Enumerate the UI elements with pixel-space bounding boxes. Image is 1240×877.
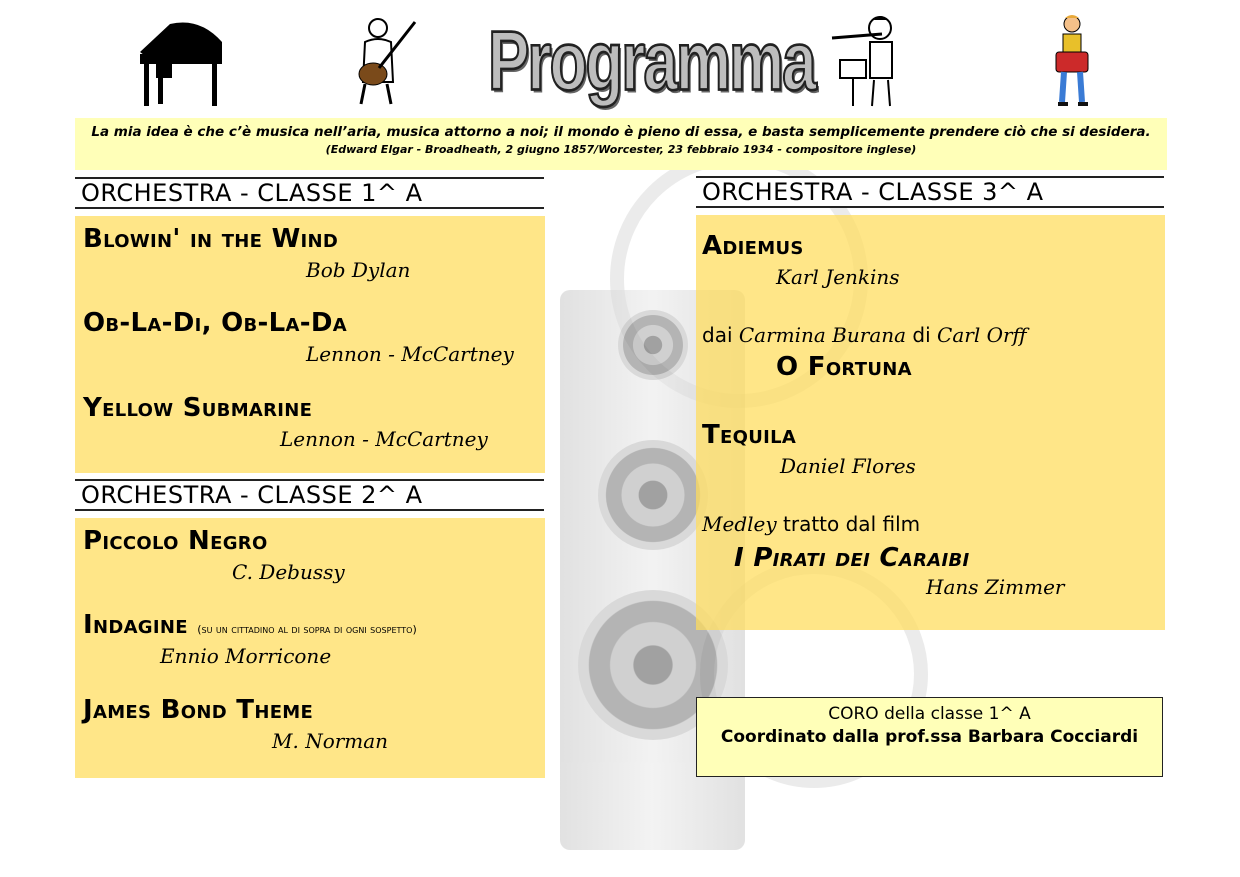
piece-title: Ob-La-Di, Ob-La-Da: [83, 308, 347, 338]
section-heading-classe-1: ORCHESTRA - CLASSE 1^ A: [75, 177, 544, 209]
medley-line: [702, 512, 920, 536]
piece-title: Blowin' in the Wind: [83, 224, 339, 254]
piece-author: Lennon - McCartney: [280, 427, 488, 451]
piece-title: Indagine: [83, 610, 188, 640]
medley-label: Medley: [702, 512, 777, 536]
medley-description: tratto dal film: [783, 512, 921, 536]
guitar-player-icon: [345, 12, 420, 107]
text-prefix: dai: [702, 323, 733, 347]
piece-title: O Fortuna: [776, 352, 912, 382]
quote-box: [75, 118, 1167, 170]
coro-title: CORO della classe 1^ A: [828, 704, 1031, 724]
piece-author: Bob Dylan: [306, 258, 411, 282]
piece-author: Lennon - McCartney: [306, 342, 514, 366]
piece-note: (su un cittadino al di sopra di ogni sospetto): [197, 623, 417, 636]
section-heading-classe-2: ORCHESTRA - CLASSE 2^ A: [75, 479, 544, 511]
piece-title: James Bond Theme: [83, 695, 314, 725]
piece-title: Yellow Submarine: [83, 393, 313, 423]
piece-author: Karl Jenkins: [776, 265, 900, 289]
coro-box: [696, 697, 1163, 777]
piece-title: Tequila: [702, 420, 797, 450]
coro-coordinator: Coordinato dalla prof.ssa Barbara Cocciardi: [720, 727, 1139, 747]
piece-author: M. Norman: [272, 729, 389, 753]
quote-source: (Edward Elgar - Broadheath, 2 giugno 1857/Worcester, 23 febbraio 1934 - compositore inglese): [325, 143, 917, 156]
piece-author: Ennio Morricone: [160, 644, 332, 668]
composer-name: Carl Orff: [937, 323, 1027, 347]
work-title: Carmina Burana: [738, 323, 907, 347]
quote-text: La mia idea è che c’è musica nell’aria, musica attorno a noi; il mondo è pieno di essa, e basta semplicemente prendere ciò che si desidera.: [91, 124, 1151, 140]
piece-author: C. Debussy: [232, 560, 345, 584]
text-connector: di: [912, 323, 931, 347]
flute-player-icon: [830, 10, 910, 110]
piece-source-line: [702, 323, 1027, 347]
page-title: Programma: [488, 15, 815, 109]
piece-title: Adiemus: [702, 231, 804, 261]
piece-author: Daniel Flores: [780, 454, 916, 478]
piece-author: Hans Zimmer: [926, 575, 1065, 599]
drummer-icon: [1050, 12, 1095, 107]
section-heading-classe-3: ORCHESTRA - CLASSE 3^ A: [696, 176, 1164, 208]
piece-title: I Pirati dei Caraibi: [734, 543, 970, 573]
piano-player-icon: [130, 12, 230, 108]
piece-title-with-note: [83, 610, 417, 640]
piece-title: Piccolo Negro: [83, 526, 268, 556]
